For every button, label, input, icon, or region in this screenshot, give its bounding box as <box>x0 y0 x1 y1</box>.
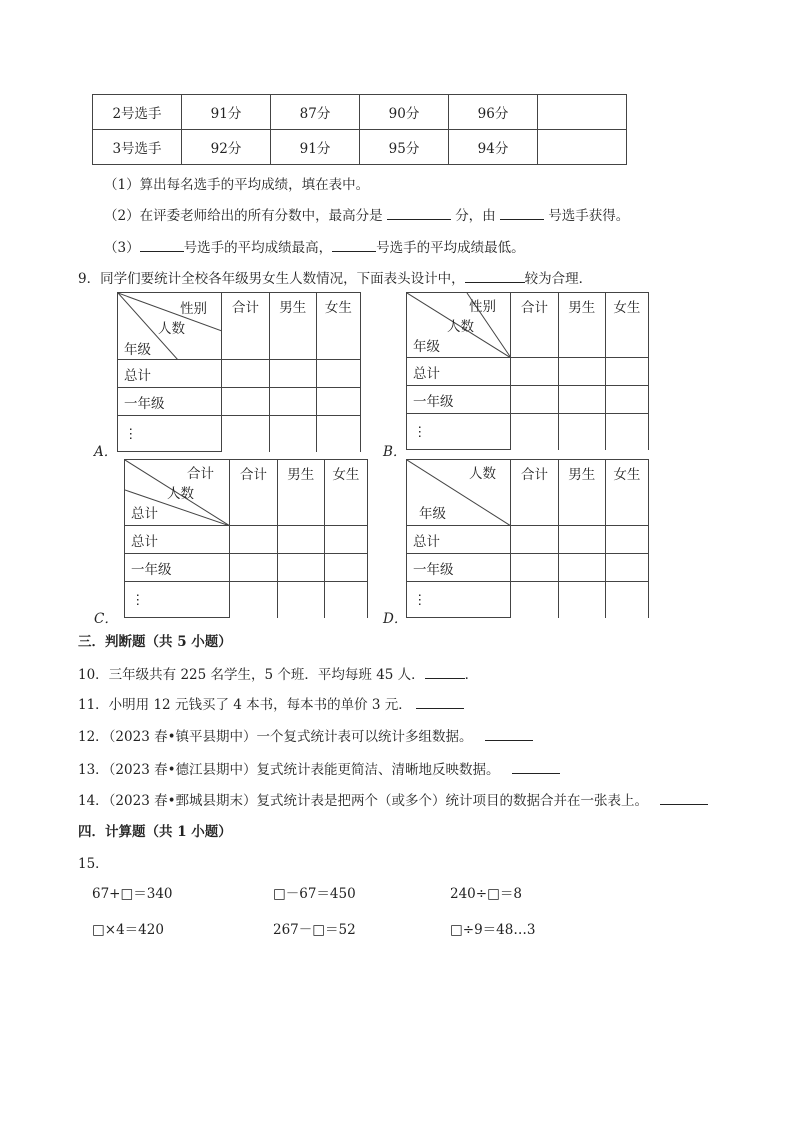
player-cell: 3号选手 <box>93 130 182 165</box>
answer-blank[interactable] <box>332 237 376 252</box>
section-heading-calculation: 四．计算题（共 1 小题） <box>78 824 232 840</box>
q8-sub3-text-b: 号选手的平均成绩最高， <box>183 240 333 256</box>
option-b-label[interactable]: B． <box>383 444 407 460</box>
row-header: 一年级 <box>407 386 511 414</box>
q8-sub3-text-c: 号选手的平均成绩最低。 <box>376 240 525 256</box>
q8-sub1: （1）算出每名选手的平均成绩，填在表中。 <box>104 177 370 193</box>
answer-blank[interactable] <box>500 205 544 220</box>
corner-label: 人数 <box>447 319 474 335</box>
table-row <box>93 95 627 130</box>
equation: 267－□＝52 <box>273 922 356 938</box>
row-header: 总计 <box>407 358 511 386</box>
row-header: 一年级 <box>125 554 230 582</box>
q8-sub3 <box>104 236 525 256</box>
column-header: 合计 <box>511 460 558 526</box>
corner-label: 年级 <box>124 342 151 358</box>
average-cell[interactable] <box>538 130 627 165</box>
option-d-table[interactable] <box>406 459 649 618</box>
score-cell: 87分 <box>271 95 360 130</box>
corner-label: 年级 <box>413 339 440 355</box>
corner-label: 总计 <box>131 506 158 522</box>
row-header: ⋮ <box>407 414 511 450</box>
question-14 <box>78 789 708 809</box>
corner-label: 合计 <box>187 466 214 482</box>
option-c-label[interactable]: C． <box>94 611 118 627</box>
column-header: 女生 <box>316 293 360 360</box>
score-cell: 91分 <box>182 95 271 130</box>
question-text: 10．三年级共有 225 名学生，5 个班．平均每班 45 人． <box>78 667 425 683</box>
header-corner-cell <box>407 460 511 526</box>
column-header: 男生 <box>558 460 605 526</box>
answer-blank[interactable] <box>512 759 560 774</box>
column-header: 合计 <box>230 460 277 526</box>
header-corner-cell <box>125 460 230 526</box>
row-header: ⋮ <box>407 582 511 618</box>
question-12 <box>78 725 533 745</box>
score-cell: 95分 <box>360 130 449 165</box>
answer-blank[interactable] <box>485 726 533 741</box>
answer-blank[interactable] <box>387 205 451 220</box>
row-header: 一年级 <box>407 554 511 582</box>
header-corner-cell <box>118 293 222 360</box>
equation: 240÷□＝8 <box>450 886 522 902</box>
column-header: 女生 <box>605 293 648 358</box>
column-header: 女生 <box>324 460 367 526</box>
question-text: 14．（2023 春•鄄城县期末）复式统计表是把两个（或多个）统计项目的数据合并在一张表上。 <box>78 793 649 809</box>
q9-stem-text-a: 9．同学们要统计全校各年级男女生人数情况，下面表头设计中， <box>78 271 465 287</box>
question-13 <box>78 758 560 778</box>
option-c-table[interactable] <box>124 459 368 618</box>
corner-label: 人数 <box>158 321 185 337</box>
q8-sub2 <box>104 204 629 224</box>
row-header: 总计 <box>407 526 511 554</box>
question-text: 12．（2023 春•镇平县期中）一个复式统计表可以统计多组数据。 <box>78 729 473 745</box>
option-a-label[interactable]: A． <box>94 444 118 460</box>
score-cell: 96分 <box>449 95 538 130</box>
equation: □×4＝420 <box>92 922 164 938</box>
table-row <box>93 130 627 165</box>
question-text: 13．（2023 春•德江县期中）复式统计表能更简洁、清晰地反映数据。 <box>78 762 500 778</box>
score-cell: 91分 <box>271 130 360 165</box>
answer-blank[interactable] <box>416 694 464 709</box>
q8-sub3-text-a: （3） <box>104 240 140 256</box>
corner-label: 性别 <box>180 301 207 317</box>
q8-sub2-text-c: 号选手获得。 <box>548 208 630 224</box>
column-header: 男生 <box>269 293 316 360</box>
q9-stem-text-b: 较为合理． <box>524 271 593 287</box>
question-10 <box>78 663 478 683</box>
equation: □－67＝450 <box>273 886 356 902</box>
section-heading-judgement: 三．判断题（共 5 小题） <box>78 634 232 650</box>
answer-blank[interactable] <box>425 664 465 679</box>
row-header: 总计 <box>118 360 222 388</box>
q9-stem <box>78 267 592 287</box>
equation: □÷9＝48…3 <box>450 922 536 938</box>
header-corner-cell <box>407 293 511 358</box>
average-cell[interactable] <box>538 95 627 130</box>
option-d-label[interactable]: D． <box>383 611 408 627</box>
answer-blank[interactable] <box>140 237 184 252</box>
corner-label: 人数 <box>167 486 194 502</box>
score-table <box>92 94 627 165</box>
answer-blank[interactable] <box>465 268 525 283</box>
question-text: ． <box>464 667 479 683</box>
equation: 67+□＝340 <box>92 886 173 902</box>
answer-blank[interactable] <box>660 790 708 805</box>
corner-label: 性别 <box>469 299 496 315</box>
score-cell: 92分 <box>182 130 271 165</box>
question-11 <box>78 693 464 713</box>
row-header: ⋮ <box>125 582 230 618</box>
row-header: ⋮ <box>118 416 222 452</box>
option-b-table[interactable] <box>406 292 649 450</box>
score-cell: 90分 <box>360 95 449 130</box>
question-text: 11．小明用 12 元钱买了 4 本书，每本书的单价 3 元． <box>78 697 412 713</box>
column-header: 男生 <box>558 293 605 358</box>
column-header: 合计 <box>511 293 558 358</box>
option-a-table[interactable] <box>117 292 361 452</box>
row-header: 总计 <box>125 526 230 554</box>
q8-sub2-text-a: （2）在评委老师给出的所有分数中，最高分是 <box>104 208 383 224</box>
score-cell: 94分 <box>449 130 538 165</box>
column-header: 合计 <box>222 293 269 360</box>
corner-label: 人数 <box>469 466 496 482</box>
column-header: 男生 <box>277 460 324 526</box>
player-cell: 2号选手 <box>93 95 182 130</box>
q8-sub2-text-b: 分，由 <box>455 208 496 224</box>
row-header: 一年级 <box>118 388 222 416</box>
question-15: 15． <box>78 856 109 872</box>
corner-label: 年级 <box>419 506 446 522</box>
column-header: 女生 <box>605 460 648 526</box>
